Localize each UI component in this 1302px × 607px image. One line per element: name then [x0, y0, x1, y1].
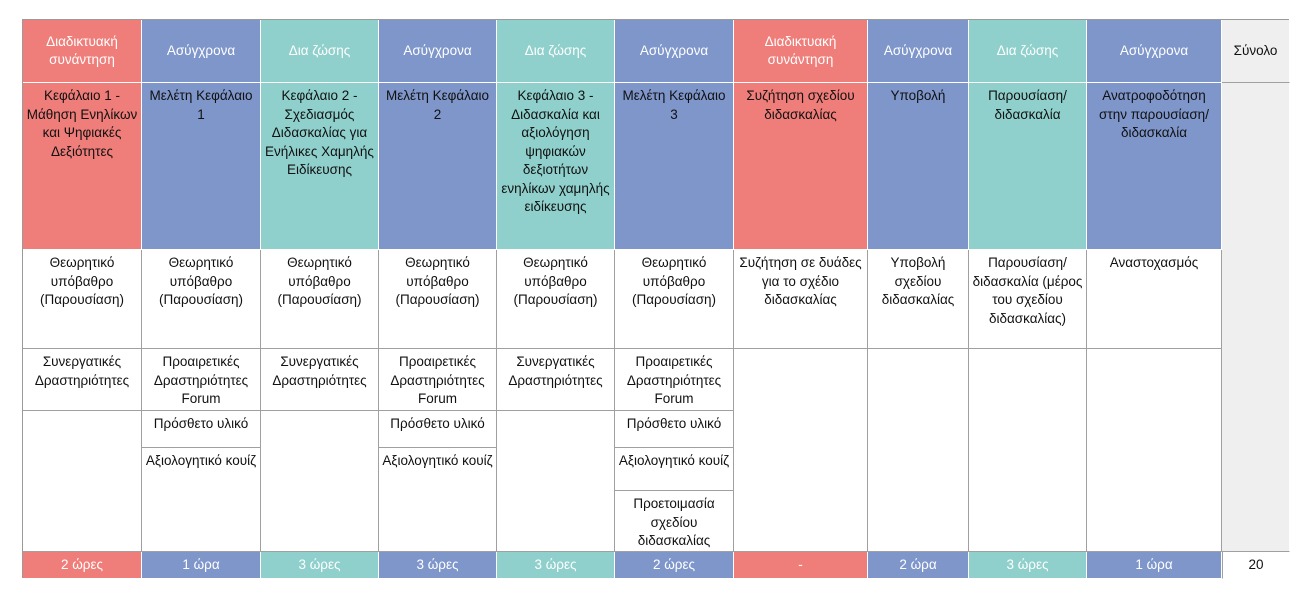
topic-cell: Μελέτη Κεφάλαιο 3 [615, 83, 734, 250]
topic-cell: Συζήτηση σχεδίου διδασκαλίας [734, 83, 868, 250]
hours-cell: 3 ώρες [497, 552, 615, 579]
empty-cell [734, 349, 868, 552]
hours-cell: 3 ώρες [379, 552, 497, 579]
hours-cell: 2 ώρες [23, 552, 142, 579]
content-cell: Αναστοχασμός [1087, 250, 1222, 349]
empty-cell [497, 411, 615, 552]
hours-cell: 1 ώρα [1087, 552, 1222, 579]
activity-quiz: Αξιολογητικό κουίζ [379, 448, 497, 552]
header-async-4: Ασύγχρονα [868, 20, 969, 83]
content-cell: Θεωρητικό υπόβαθρο (Παρουσίαση) [23, 250, 142, 349]
activity-extra-material: Πρόσθετο υλικό [379, 411, 497, 448]
empty-cell [969, 349, 1087, 552]
hours-cell: 3 ώρες [969, 552, 1087, 579]
header-async-3: Ασύγχρονα [615, 20, 734, 83]
activity-quiz: Αξιολογητικό κουίζ [615, 448, 734, 491]
header-in-person-2: Δια ζώσης [497, 20, 615, 83]
course-schedule-table [22, 19, 1289, 578]
content-cell: Υποβολή σχεδίου διδασκαλίας [868, 250, 969, 349]
activity-optional-forum: Προαιρετικές Δραστηριότητες Forum [142, 349, 261, 411]
topic-cell: Ανατροφοδότηση στην παρουσίαση/ διδασκαλία [1087, 83, 1222, 250]
content-cell: Θεωρητικό υπόβαθρο (Παρουσίαση) [142, 250, 261, 349]
header-async-2: Ασύγχρονα [379, 20, 497, 83]
content-cell: Θεωρητικό υπόβαθρο (Παρουσίαση) [379, 250, 497, 349]
activity-optional-forum: Προαιρετικές Δραστηριότητες Forum [615, 349, 734, 411]
activity-collaborative: Συνεργατικές Δραστηριότητες [23, 349, 142, 411]
topic-cell: Κεφάλαιο 3 - Διδασκαλία και αξιολόγηση ψηφιακών δεξιοτήτων ενηλίκων χαμηλής ειδίκευσης [497, 83, 615, 250]
hours-cell: 2 ώρες [615, 552, 734, 579]
topic-cell: Μελέτη Κεφάλαιο 1 [142, 83, 261, 250]
activity-extra-material: Πρόσθετο υλικό [142, 411, 261, 448]
header-async-1: Ασύγχρονα [142, 20, 261, 83]
activity-optional-forum: Προαιρετικές Δραστηριότητες Forum [379, 349, 497, 411]
content-cell: Συζήτηση σε δυάδες για το σχέδιο διδασκαλίας [734, 250, 868, 349]
content-cell: Θεωρητικό υπόβαθρο (Παρουσίαση) [497, 250, 615, 349]
total-hours: 20 [1222, 552, 1290, 579]
empty-cell [868, 349, 969, 552]
topic-cell: Παρουσίαση/ διδασκαλία [969, 83, 1087, 250]
activity-lesson-prep: Προετοιμασία σχεδίου διδασκαλίας [615, 491, 734, 552]
content-cell: Παρουσίαση/ διδασκαλία (μέρος του σχεδίου διδασκαλίας) [969, 250, 1087, 349]
hours-cell: - [734, 552, 868, 579]
hours-cell: 2 ώρα [868, 552, 969, 579]
content-cell: Θεωρητικό υπόβαθρο (Παρουσίαση) [615, 250, 734, 349]
header-online-meeting-1: Διαδικτυακή συνάντηση [23, 20, 142, 83]
empty-cell [1087, 349, 1222, 552]
hours-cell: 1 ώρα [142, 552, 261, 579]
empty-cell [23, 411, 142, 552]
activity-collaborative: Συνεργατικές Δραστηριότητες [497, 349, 615, 411]
header-in-person-3: Δια ζώσης [969, 20, 1087, 83]
hours-cell: 3 ώρες [261, 552, 379, 579]
total-column-spacer [1222, 83, 1290, 552]
topic-cell: Υποβολή [868, 83, 969, 250]
header-online-meeting-2: Διαδικτυακή συνάντηση [734, 20, 868, 83]
activity-quiz: Αξιολογητικό κουίζ [142, 448, 261, 552]
header-in-person-1: Δια ζώσης [261, 20, 379, 83]
content-cell: Θεωρητικό υπόβαθρο (Παρουσίαση) [261, 250, 379, 349]
header-async-5: Ασύγχρονα [1087, 20, 1222, 83]
topic-cell: Κεφάλαιο 1 - Μάθηση Ενηλίκων και Ψηφιακές Δεξιότητες [23, 83, 142, 250]
topic-cell: Μελέτη Κεφάλαιο 2 [379, 83, 497, 250]
activity-collaborative: Συνεργατικές Δραστηριότητες [261, 349, 379, 411]
header-total: Σύνολο [1222, 20, 1290, 83]
empty-cell [261, 411, 379, 552]
topic-cell: Κεφάλαιο 2 - Σχεδιασμός Διδασκαλίας για Ενήλικες Χαμηλής Ειδίκευσης [261, 83, 379, 250]
activity-extra-material: Πρόσθετο υλικό [615, 411, 734, 448]
